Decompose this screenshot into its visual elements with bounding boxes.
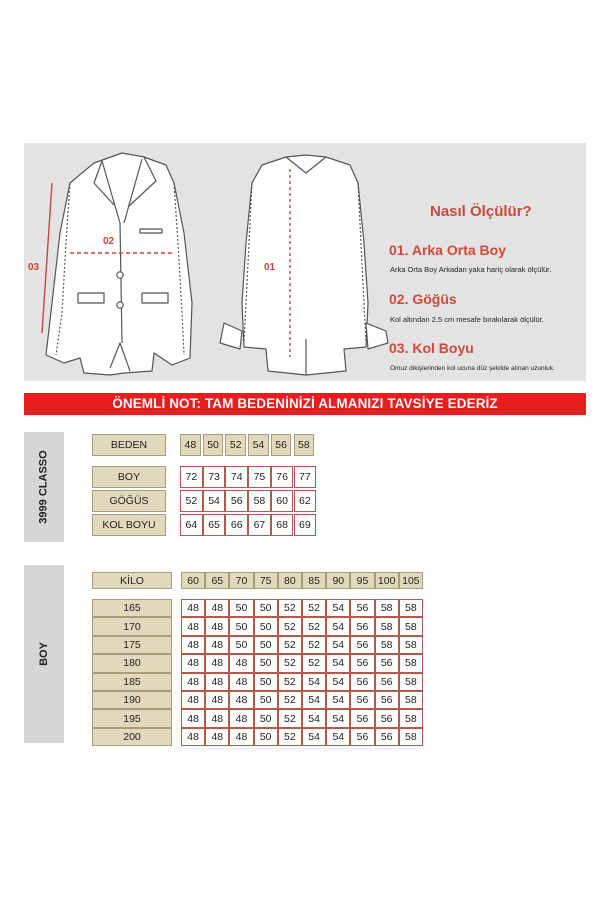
fit-size-cell: 56 [350, 599, 374, 617]
step-3-description: Omuz dikişlerinden kol ucuna düz şekilde alınan uzunluk. [390, 365, 555, 372]
fit-size-cell: 50 [254, 673, 278, 691]
height-row-label: 175 [92, 636, 172, 654]
weight-header-cell: 60 [181, 572, 205, 589]
height-row-label: 170 [92, 617, 172, 635]
fit-size-cell: 50 [254, 654, 278, 672]
fit-size-cell: 56 [375, 728, 399, 746]
fit-size-cell: 56 [350, 709, 374, 727]
step-2-description: Kol altından 2,5 cm mesafe bırakılarak ölçülür. [390, 315, 544, 324]
size-header-cell: 48 [180, 434, 201, 456]
fit-size-cell: 48 [205, 654, 229, 672]
step-1-title: 01. Arka Orta Boy [389, 242, 506, 258]
size-row-label: GÖĞÜS [92, 490, 166, 512]
fit-size-cell: 50 [254, 709, 278, 727]
fit-size-cell: 48 [181, 728, 205, 746]
fit-size-cell: 58 [399, 617, 423, 635]
fit-size-cell: 50 [229, 636, 253, 654]
size-value-cell: 64 [180, 514, 203, 536]
size-table-side-label [24, 432, 64, 542]
size-value-cell: 56 [225, 490, 248, 512]
fit-size-cell: 50 [229, 599, 253, 617]
size-value-cell: 67 [248, 514, 271, 536]
fit-size-cell: 56 [375, 709, 399, 727]
height-row-label: 185 [92, 673, 172, 691]
fit-size-cell: 58 [399, 599, 423, 617]
size-value-cell: 72 [180, 466, 203, 488]
fit-size-cell: 52 [302, 636, 326, 654]
fit-size-cell: 54 [302, 673, 326, 691]
fit-size-cell: 56 [350, 636, 374, 654]
fit-size-cell: 48 [205, 617, 229, 635]
fit-size-cell: 54 [326, 654, 350, 672]
weight-header-cell: 65 [205, 572, 229, 589]
fit-size-cell: 48 [181, 654, 205, 672]
height-row-label: 200 [92, 728, 172, 746]
fit-size-cell: 58 [399, 673, 423, 691]
fit-size-cell: 56 [375, 673, 399, 691]
size-value-cell: 74 [225, 466, 248, 488]
fit-table-side-label [24, 565, 64, 743]
fit-size-cell: 50 [254, 636, 278, 654]
fit-size-cell: 56 [350, 654, 374, 672]
weight-header-cell: 85 [302, 572, 326, 589]
size-value-cell: 52 [180, 490, 203, 512]
fit-size-cell: 58 [399, 691, 423, 709]
fit-size-cell: 54 [326, 636, 350, 654]
fit-size-cell: 58 [399, 728, 423, 746]
fit-size-cell: 52 [278, 691, 302, 709]
fit-size-cell: 48 [181, 617, 205, 635]
size-value-cell: 60 [271, 490, 294, 512]
fit-size-cell: 48 [205, 691, 229, 709]
fit-size-cell: 52 [302, 617, 326, 635]
fit-size-cell: 54 [302, 709, 326, 727]
size-header-cell: 54 [248, 434, 269, 456]
size-row-label: KOL BOYU [92, 514, 166, 536]
fit-size-cell: 48 [205, 636, 229, 654]
fit-size-cell: 52 [278, 654, 302, 672]
back-jacket-drawing [220, 155, 388, 375]
size-value-cell: 68 [271, 514, 294, 536]
fit-size-cell: 48 [229, 673, 253, 691]
fit-size-cell: 56 [350, 673, 374, 691]
weight-header-cell: 100 [375, 572, 399, 589]
fit-size-cell: 54 [326, 617, 350, 635]
back-length-measure-label: 01 [264, 262, 276, 273]
fit-size-cell: 50 [254, 617, 278, 635]
weight-header-cell: 75 [254, 572, 278, 589]
weight-header-cell: 105 [399, 572, 423, 589]
fit-size-cell: 50 [229, 617, 253, 635]
fit-size-cell: 54 [302, 691, 326, 709]
fit-table-side-text: BOY [38, 642, 50, 666]
weight-header-label: KİLO [92, 572, 172, 589]
size-value-cell: 65 [203, 514, 226, 536]
size-header-cell: 58 [294, 434, 315, 456]
step-1-description: Arka Orta Boy Arkadan yaka hariç olarak ölçülür. [390, 265, 552, 274]
fit-size-cell: 52 [302, 654, 326, 672]
size-value-cell: 54 [203, 490, 226, 512]
size-value-cell: 75 [248, 466, 271, 488]
fit-size-cell: 48 [229, 654, 253, 672]
sleeve-measure-label: 03 [28, 262, 40, 273]
size-value-cell: 58 [248, 490, 271, 512]
fit-size-cell: 48 [181, 673, 205, 691]
size-value-cell: 73 [203, 466, 226, 488]
size-value-cell: 77 [294, 466, 317, 488]
fit-size-cell: 54 [326, 691, 350, 709]
fit-size-cell: 52 [278, 617, 302, 635]
size-row-label: BOY [92, 466, 166, 488]
fit-size-cell: 56 [350, 728, 374, 746]
fit-size-cell: 58 [399, 654, 423, 672]
jacket-illustration [24, 143, 586, 381]
fit-size-cell: 48 [205, 709, 229, 727]
size-value-cell: 76 [271, 466, 294, 488]
size-header-cell: 52 [225, 434, 246, 456]
fit-size-cell: 48 [181, 599, 205, 617]
fit-size-cell: 56 [375, 691, 399, 709]
size-value-cell: 62 [294, 490, 317, 512]
fit-size-cell: 58 [375, 636, 399, 654]
size-value-cell: 69 [294, 514, 317, 536]
fit-size-cell: 50 [254, 691, 278, 709]
fit-size-cell: 48 [181, 691, 205, 709]
fit-size-cell: 52 [278, 728, 302, 746]
fit-size-cell: 52 [278, 599, 302, 617]
step-2-title: 02. Göğüs [389, 291, 457, 307]
fit-size-cell: 54 [326, 599, 350, 617]
fit-size-cell: 48 [229, 709, 253, 727]
fit-size-cell: 58 [375, 617, 399, 635]
weight-header-cell: 95 [350, 572, 374, 589]
fit-size-cell: 50 [254, 728, 278, 746]
fit-size-cell: 56 [375, 654, 399, 672]
fit-size-cell: 52 [302, 599, 326, 617]
size-value-cell: 66 [225, 514, 248, 536]
fit-size-cell: 58 [399, 709, 423, 727]
weight-header-cell: 90 [326, 572, 350, 589]
height-row-label: 195 [92, 709, 172, 727]
measurement-guide-banner [24, 143, 586, 381]
fit-size-cell: 48 [205, 673, 229, 691]
fit-size-cell: 56 [350, 691, 374, 709]
size-header-label: BEDEN [92, 434, 166, 456]
fit-size-cell: 48 [229, 728, 253, 746]
height-row-label: 190 [92, 691, 172, 709]
chest-measure-label: 02 [103, 236, 115, 247]
fit-size-cell: 48 [229, 691, 253, 709]
step-3-title: 03. Kol Boyu [389, 340, 474, 356]
fit-size-cell: 48 [205, 599, 229, 617]
fit-size-cell: 54 [326, 728, 350, 746]
important-note-bar: ÖNEMLİ NOT: TAM BEDENİNİZİ ALMANIZI TAVSİYE EDERİZ [24, 393, 586, 415]
height-row-label: 180 [92, 654, 172, 672]
size-header-cell: 56 [271, 434, 292, 456]
fit-size-cell: 54 [326, 673, 350, 691]
weight-header-cell: 80 [278, 572, 302, 589]
fit-size-cell: 48 [181, 709, 205, 727]
size-table-side-text: 3999 CLASSO [38, 450, 50, 524]
fit-size-cell: 54 [302, 728, 326, 746]
weight-header-cell: 70 [229, 572, 253, 589]
fit-size-cell: 52 [278, 709, 302, 727]
height-row-label: 165 [92, 599, 172, 617]
fit-size-cell: 54 [326, 709, 350, 727]
fit-size-cell: 52 [278, 636, 302, 654]
front-jacket-drawing [46, 153, 192, 375]
fit-size-cell: 56 [350, 617, 374, 635]
size-header-cell: 50 [203, 434, 224, 456]
fit-size-cell: 48 [181, 636, 205, 654]
fit-size-cell: 50 [254, 599, 278, 617]
fit-size-cell: 48 [205, 728, 229, 746]
fit-size-cell: 58 [375, 599, 399, 617]
fit-size-cell: 58 [399, 636, 423, 654]
fit-size-cell: 52 [278, 673, 302, 691]
how-to-measure-title: Nasıl Ölçülür? [430, 203, 532, 220]
